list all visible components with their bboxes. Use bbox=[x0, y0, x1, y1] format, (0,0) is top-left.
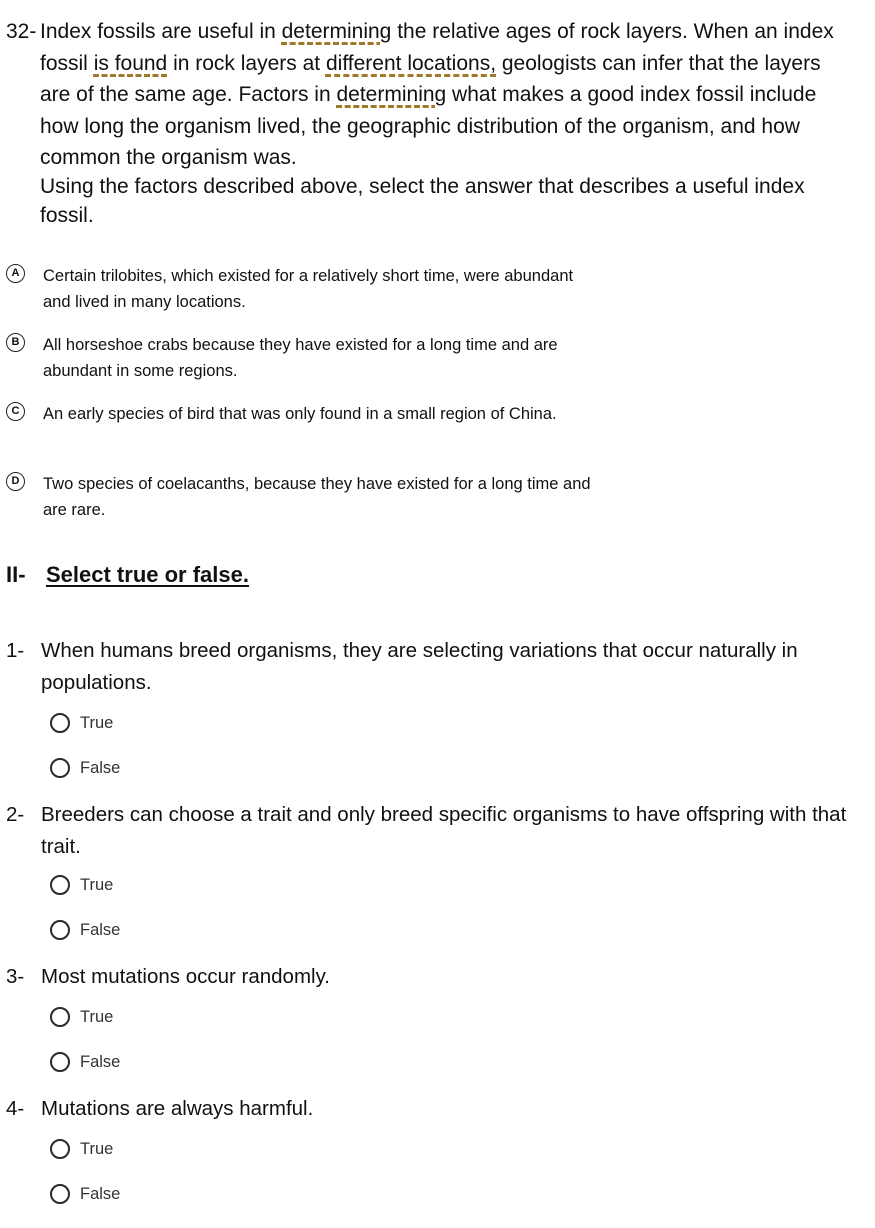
choice-b-text: All horseshoe crabs because they have existed for a long time and are abundant in some regions. bbox=[43, 336, 558, 380]
text-part: geologists can infer that the layers are of the same age. Factors in bbox=[40, 51, 821, 106]
question-2-number: 2- bbox=[6, 803, 25, 826]
question-4-number: 4- bbox=[6, 1097, 25, 1120]
question-1-text: When humans breed organisms, they are selecting variations that occur naturally in populations. bbox=[41, 639, 798, 694]
option-label: True bbox=[80, 714, 114, 732]
choice-letter-b-icon[interactable]: B bbox=[6, 333, 25, 352]
radio-button[interactable] bbox=[50, 1007, 70, 1027]
question-2-text: Breeders can choose a trait and only breed specific organisms to have offspring with that trait. bbox=[41, 803, 847, 858]
option-label: False bbox=[80, 1053, 121, 1071]
question-32-number: 32- bbox=[6, 20, 37, 43]
radio-button[interactable] bbox=[50, 1052, 70, 1072]
radio-button[interactable] bbox=[50, 758, 70, 778]
question-32-text bbox=[40, 16, 855, 174]
question-3-text: Most mutations occur randomly. bbox=[41, 965, 331, 988]
choice-letter-d-icon[interactable]: D bbox=[6, 472, 25, 491]
option-label: False bbox=[80, 759, 121, 777]
option-label: True bbox=[80, 1140, 114, 1158]
option-label: False bbox=[80, 921, 121, 939]
question-3-number: 3- bbox=[6, 965, 25, 988]
spellcheck-flagged-word: determining bbox=[336, 83, 447, 106]
spellcheck-flagged-word: determining bbox=[281, 20, 392, 43]
radio-button[interactable] bbox=[50, 920, 70, 940]
text-part: in rock layers at bbox=[167, 51, 326, 75]
text-part: Index fossils are useful in bbox=[40, 20, 282, 43]
question-32-prompt: Using the factors described above, select the answer that describes a useful index fossil. bbox=[40, 175, 805, 227]
spellcheck-flagged-word: different locations, bbox=[325, 51, 497, 75]
option-label: False bbox=[80, 1185, 121, 1203]
section-title: Select true or false. bbox=[46, 562, 249, 587]
text-part: what makes a good index fossil include how long the organism lived, the geographic distribution of the organism, and how common the organism was. bbox=[40, 83, 817, 169]
option-label: True bbox=[80, 1008, 114, 1026]
section-number: II- bbox=[6, 562, 26, 587]
option-label: True bbox=[80, 876, 114, 894]
radio-button[interactable] bbox=[50, 1139, 70, 1159]
radio-button[interactable] bbox=[50, 713, 70, 733]
radio-button[interactable] bbox=[50, 875, 70, 895]
spellcheck-flagged-word: is found bbox=[93, 51, 168, 75]
question-4-text: Mutations are always harmful. bbox=[41, 1097, 314, 1120]
question-1-number: 1- bbox=[6, 639, 25, 662]
choice-letter-c-icon[interactable]: C bbox=[6, 402, 25, 421]
choice-a-text: Certain trilobites, which existed for a relatively short time, were abundant and lived in many locations. bbox=[43, 267, 574, 311]
choice-d-text: Two species of coelacanths, because they have existed for a long time and are rare. bbox=[43, 475, 591, 519]
text-part: the relative ages of rock layers. When an index fossil bbox=[40, 20, 834, 75]
radio-button[interactable] bbox=[50, 1184, 70, 1204]
choice-letter-a-icon[interactable]: A bbox=[6, 264, 25, 283]
choice-c-text: An early species of bird that was only found in a small region of China. bbox=[43, 405, 557, 423]
